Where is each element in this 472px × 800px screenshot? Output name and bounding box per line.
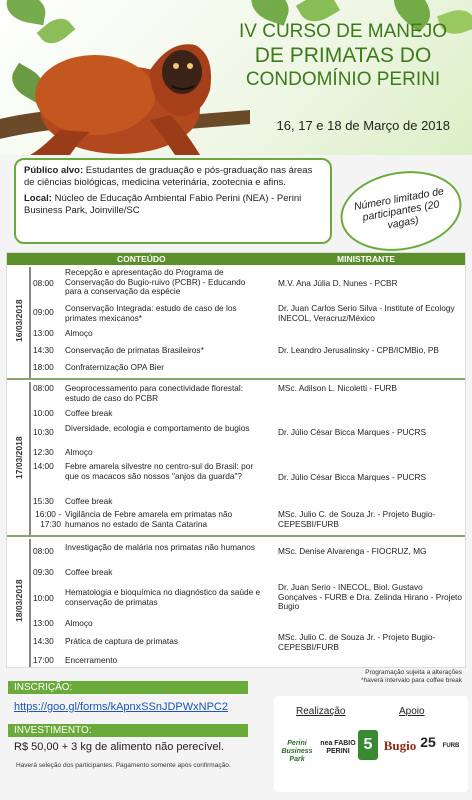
event-title <box>228 20 458 92</box>
schedule-row <box>33 409 463 421</box>
sponsors-box <box>274 696 468 792</box>
row-minister: MSc. Julio C. de Souza Jr. - Projeto Bugio-CEPESBI/FURB <box>278 509 436 529</box>
row-activity: Confraternização OPA Bier <box>65 362 164 372</box>
location-text: Núcleo de Educação Ambiental Fabio Perini (NEA) - Perini Business Park, Joinville/SC <box>24 193 302 216</box>
price-text: R$ 50,00 + 3 kg de alimento não perecível. <box>14 741 225 753</box>
registration-heading: INSCRIÇÃO: <box>8 681 248 694</box>
title-line: IV CURSO DE MANEJO <box>239 21 447 42</box>
day-label: 18/03/2018 <box>14 579 24 622</box>
row-activity: Coffee break <box>65 408 113 418</box>
row-minister: Dr. Juan Serio - INECOL, Biol. Gustavo Gonçalves - FURB e Dra. Zelinda Hirano - Projeto Bugio <box>278 582 462 611</box>
schedule-row <box>33 329 463 341</box>
audience-paragraph <box>24 165 322 189</box>
info-box <box>14 158 332 244</box>
row-time: 10:00 <box>33 593 54 603</box>
row-activity: Coffee break <box>65 567 113 577</box>
row-time: 10:30 <box>33 427 54 437</box>
schedule-row <box>33 363 463 375</box>
schedule-row <box>33 543 463 565</box>
registration-link[interactable]: https://goo.gl/forms/kApnxSSnJDPWxNPC2 <box>14 701 228 713</box>
audience-text: Estudantes de graduação e pós-graduação nas áreas de ciências biológicas, medicina veterinária, zootecnia e afins. <box>24 165 313 188</box>
bugio-logo: Bugio <box>383 738 417 753</box>
row-activity: Almoço <box>65 328 93 338</box>
row-activity: Almoço <box>65 618 93 628</box>
day-label: 16/03/2018 <box>14 299 24 342</box>
row-time: 14:00 <box>33 461 54 471</box>
row-minister: Dr. Leandro Jerusalinsky - CPB/ICMBio, PB <box>278 345 439 355</box>
furb-logo: FURB <box>442 743 460 749</box>
row-minister: Dr. Juan Carlos Serio Silva - Institute of Ecology INECOL, Veracruz/México <box>278 303 455 323</box>
row-time: 09:30 <box>33 567 54 577</box>
schedule-row <box>33 568 463 580</box>
audience-label: Público alvo: <box>24 165 84 176</box>
row-activity: Vigilância de Febre amarela em primatas não humanos no estado de Santa Catarina <box>65 509 233 529</box>
support-label: Apoio <box>399 706 425 717</box>
howler-monkey-illustration <box>0 0 250 155</box>
row-minister: MSc. Adilson L. Nicoletti - FURB <box>278 383 397 393</box>
investment-heading: INVESTIMENTO: <box>8 724 248 737</box>
row-time: 08:00 <box>33 278 54 288</box>
anniversary-logo: 25 <box>420 734 436 750</box>
row-time: 13:00 <box>33 328 54 338</box>
price-note: Haverá seleção dos participantes. Pagamento somente após confirmação. <box>16 762 231 769</box>
schedule-row <box>33 583 463 617</box>
row-time: 08:00 <box>33 546 54 556</box>
schedule-row <box>33 448 463 460</box>
row-activity: Conservação de primatas Brasileiros* <box>65 345 204 355</box>
day-divider <box>29 539 31 667</box>
schedule-notes <box>361 669 462 685</box>
header-banner <box>0 0 472 155</box>
schedule-row <box>33 346 463 358</box>
row-activity: Investigação de malária nos primatas não humanos <box>65 542 256 552</box>
row-activity: Almoço <box>65 447 93 457</box>
row-time: 17:00 <box>33 655 54 665</box>
row-minister: MSc. Denise Alvarenga - FIOCRUZ, MG <box>278 546 427 556</box>
schedule-row <box>33 497 463 509</box>
five-logo: 5 <box>358 730 378 760</box>
schedule-row <box>33 462 463 494</box>
schedule-row <box>33 656 463 668</box>
schedule-row <box>33 384 463 406</box>
day-block <box>7 382 465 537</box>
row-time: 12:30 <box>33 447 54 457</box>
row-activity: Hematologia e bioquímica no diagnóstico da saúde e conservação de primatas <box>65 587 261 607</box>
limited-seats-badge: Número limitado de participantes (20 vagas) <box>334 162 468 260</box>
realization-label: Realização <box>296 706 346 717</box>
row-minister: Dr. Júlio César Bicca Marques - PUCRS <box>278 472 427 482</box>
schedule-row <box>33 619 463 631</box>
location-paragraph <box>24 193 322 217</box>
row-time: 08:00 <box>33 383 54 393</box>
column-header-minister: MINISTRANTE <box>337 254 396 264</box>
row-minister: MSc. Julio C. de Souza Jr. - Projeto Bugio-CEPESBI/FURB <box>278 632 436 652</box>
note-line: *haverá intervalo para coffee break <box>360 677 462 684</box>
schedule-row <box>33 304 463 326</box>
perini-logo: Perini Business Park <box>281 740 313 763</box>
day-label: 17/03/2018 <box>14 436 24 479</box>
column-header-content: CONTEÚDO <box>117 254 166 264</box>
row-minister: M.V. Ana Júlia D. Nunes - PCBR <box>278 278 398 288</box>
row-time: 14:30 <box>33 636 54 646</box>
title-line: CONDOMÍNIO PERINI <box>245 69 441 90</box>
row-activity: Febre amarela silvestre no centro-sul do Brasil: por que os macacos são nossos "anjos da guarda"? <box>65 461 254 481</box>
schedule-row <box>33 424 463 446</box>
schedule-table <box>6 252 466 668</box>
row-time: 14:30 <box>33 345 54 355</box>
row-activity: Encerramento <box>65 655 118 665</box>
row-time: 18:00 <box>33 362 54 372</box>
day-block <box>7 539 465 667</box>
event-dates: 16, 17 e 18 de Março de 2018 <box>276 118 450 133</box>
row-minister: Dr. Júlio César Bicca Marques - PUCRS <box>278 427 427 437</box>
note-line: Programação sujeita a alterações <box>365 669 462 676</box>
location-label: Local: <box>24 193 52 204</box>
day-block <box>7 267 465 380</box>
row-activity: Prática de captura de primatas <box>65 636 178 646</box>
row-time: 09:00 <box>33 307 54 317</box>
row-activity: Diversidade, ecologia e comportamento de bugios <box>65 423 250 433</box>
row-time: 15:30 <box>33 496 54 506</box>
row-activity: Conservação Integrada: estudo de caso de los primates mexicanos* <box>65 303 237 323</box>
title-line: DE PRIMATAS DO <box>254 44 432 67</box>
schedule-row <box>33 633 463 655</box>
row-time: 13:00 <box>33 618 54 628</box>
schedule-row <box>33 510 463 532</box>
table-header <box>7 253 465 265</box>
row-time: 16:00 - 17:30 <box>35 509 61 529</box>
row-activity: Geoprocessamento para conectividade florestal: estudo de caso do PCBR <box>65 383 244 403</box>
schedule-row <box>33 268 463 302</box>
row-activity: Coffee break <box>65 496 113 506</box>
row-time: 10:00 <box>33 408 54 418</box>
nea-logo: nea FABIO PERINI <box>320 740 356 755</box>
day-divider <box>29 267 31 378</box>
row-activity: Recepção e apresentação do Programa de Conservação do Bugio-ruivo (PCBR) - Educando para a conservação da espécie <box>65 267 246 296</box>
